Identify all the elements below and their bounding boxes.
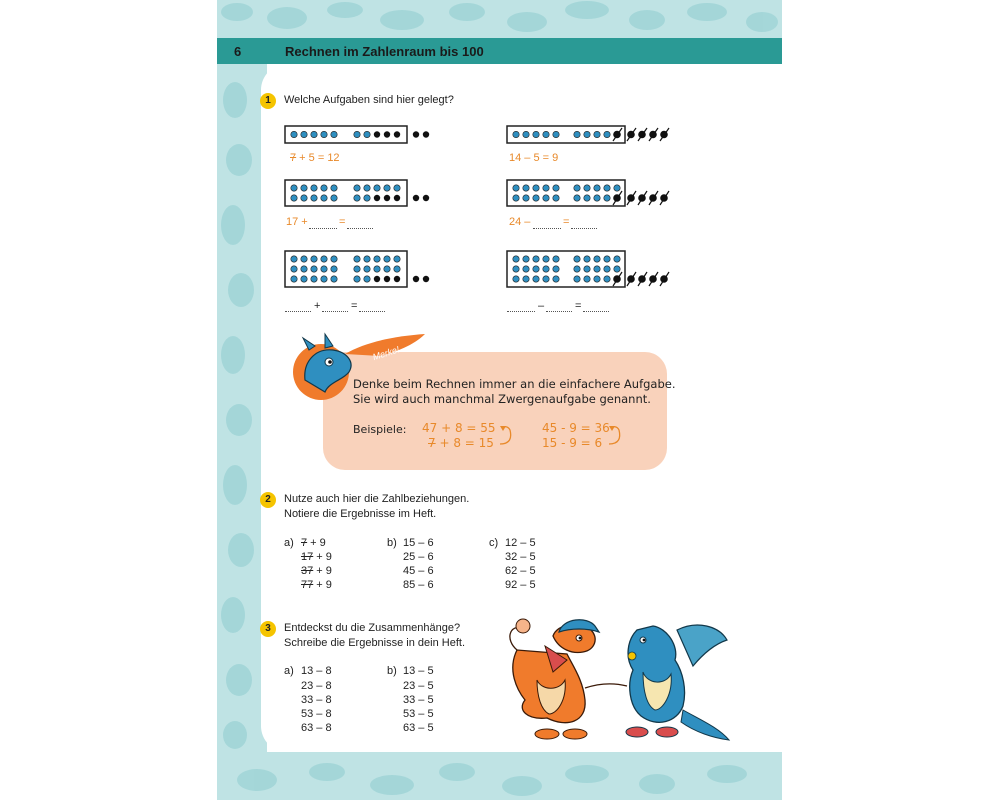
equation-1-rest: + 5 = 12 xyxy=(296,152,340,164)
task-3-a-2: 23 – 8 xyxy=(301,680,332,692)
task-2-b-3: 45 – 6 xyxy=(403,565,434,577)
struck-digit: 17 xyxy=(301,551,314,563)
task-2-a-4 xyxy=(301,579,332,591)
equation-5-equals: = xyxy=(351,300,358,312)
equation-3-equals: = xyxy=(339,216,346,228)
merke-badge: Merke! xyxy=(371,344,401,363)
task-2-label-c: c) xyxy=(489,537,499,549)
task-2-c-4: 92 – 5 xyxy=(505,579,536,591)
task-2-c-3: 62 – 5 xyxy=(505,565,536,577)
task-1-number: 1 xyxy=(260,93,276,109)
dragons-illustration xyxy=(487,610,737,750)
term-rest: + 9 xyxy=(313,565,332,577)
equation-3-lead: 17 + xyxy=(286,216,308,228)
example-1a: 47 + 8 = 55 xyxy=(422,421,496,435)
example-1b-ones-struck: 7 xyxy=(428,436,436,450)
example-1b xyxy=(428,436,494,450)
equation-1-ones-struck: 7 xyxy=(290,152,297,164)
equation-2: 14 – 5 = 9 xyxy=(509,152,559,164)
task-2-line2: Notiere die Ergebnisse im Heft. xyxy=(284,508,437,520)
task-3-line2: Schreibe die Ergebnisse in dein Heft. xyxy=(284,637,465,649)
task-3-b-5: 63 – 5 xyxy=(403,722,434,734)
task-2-b-2: 25 – 6 xyxy=(403,551,434,563)
answer-blank[interactable] xyxy=(359,299,385,312)
answer-blank[interactable] xyxy=(309,216,337,229)
task-3-number: 3 xyxy=(260,621,276,637)
answer-blank[interactable] xyxy=(546,299,572,312)
example-1b-rest: + 8 = 15 xyxy=(435,436,494,450)
example-2a: 45 - 9 = 36 xyxy=(542,421,610,435)
task-2-a-1 xyxy=(301,537,326,549)
task-2-a-3 xyxy=(301,565,332,577)
answer-blank[interactable] xyxy=(533,216,561,229)
task-3-a-5: 63 – 8 xyxy=(301,722,332,734)
term-rest: + 9 xyxy=(307,537,326,549)
page-title: Rechnen im Zahlenraum bis 100 xyxy=(285,44,484,59)
answer-blank[interactable] xyxy=(583,299,609,312)
equation-1 xyxy=(290,152,340,164)
task-2-b-1: 15 – 6 xyxy=(403,537,434,549)
task-3-b-4: 53 – 5 xyxy=(403,708,434,720)
page-number: 6 xyxy=(234,44,242,59)
workbook-page xyxy=(217,0,782,800)
struck-digit: 7 xyxy=(301,537,308,549)
arrow-icon xyxy=(498,420,538,450)
merke-text-line1: Denke beim Rechnen immer an die einfachere Aufgabe. xyxy=(353,377,676,391)
equation-6-minus: – xyxy=(538,300,545,312)
task-3-a-1: 13 – 8 xyxy=(301,665,332,677)
struck-digit: 77 xyxy=(301,579,314,591)
answer-blank[interactable] xyxy=(322,299,348,312)
task-2-line1: Nutze auch hier die Zahlbeziehungen. xyxy=(284,493,470,505)
task-3-b-2: 23 – 5 xyxy=(403,680,434,692)
task-2-label-a: a) xyxy=(284,537,294,549)
equation-4-equals: = xyxy=(563,216,570,228)
term-rest: + 9 xyxy=(313,551,332,563)
task-3-b-3: 33 – 5 xyxy=(403,694,434,706)
examples-label: Beispiele: xyxy=(353,423,407,436)
task-2-a-2 xyxy=(301,551,332,563)
task-2-number: 2 xyxy=(260,492,276,508)
answer-blank[interactable] xyxy=(507,299,535,312)
answer-blank[interactable] xyxy=(285,299,311,312)
equation-4-lead: 24 – xyxy=(509,216,531,228)
struck-digit: 37 xyxy=(301,565,314,577)
task-3-a-3: 33 – 8 xyxy=(301,694,332,706)
task-3-line1: Entdeckst du die Zusammenhänge? xyxy=(284,622,461,634)
answer-blank[interactable] xyxy=(571,216,597,229)
term-rest: + 9 xyxy=(313,579,332,591)
page-header xyxy=(217,38,782,64)
task-3-a-4: 53 – 8 xyxy=(301,708,332,720)
task-1-instruction: Welche Aufgaben sind hier gelegt? xyxy=(284,94,454,106)
task-3-b-1: 13 – 5 xyxy=(403,665,434,677)
task-2-c-2: 32 – 5 xyxy=(505,551,536,563)
task-3-label-b: b) xyxy=(387,665,397,677)
equation-6-equals: = xyxy=(575,300,582,312)
example-2b: 15 - 9 = 6 xyxy=(542,436,603,450)
task-2-c-1: 12 – 5 xyxy=(505,537,536,549)
equation-5-plus: + xyxy=(314,300,321,312)
answer-blank[interactable] xyxy=(347,216,373,229)
task-2-label-b: b) xyxy=(387,537,397,549)
arrow-icon xyxy=(607,420,647,450)
task-2-b-4: 85 – 6 xyxy=(403,579,434,591)
task-3-label-a: a) xyxy=(284,665,294,677)
merke-text-line2: Sie wird auch manchmal Zwergenaufgabe genannt. xyxy=(353,392,651,406)
